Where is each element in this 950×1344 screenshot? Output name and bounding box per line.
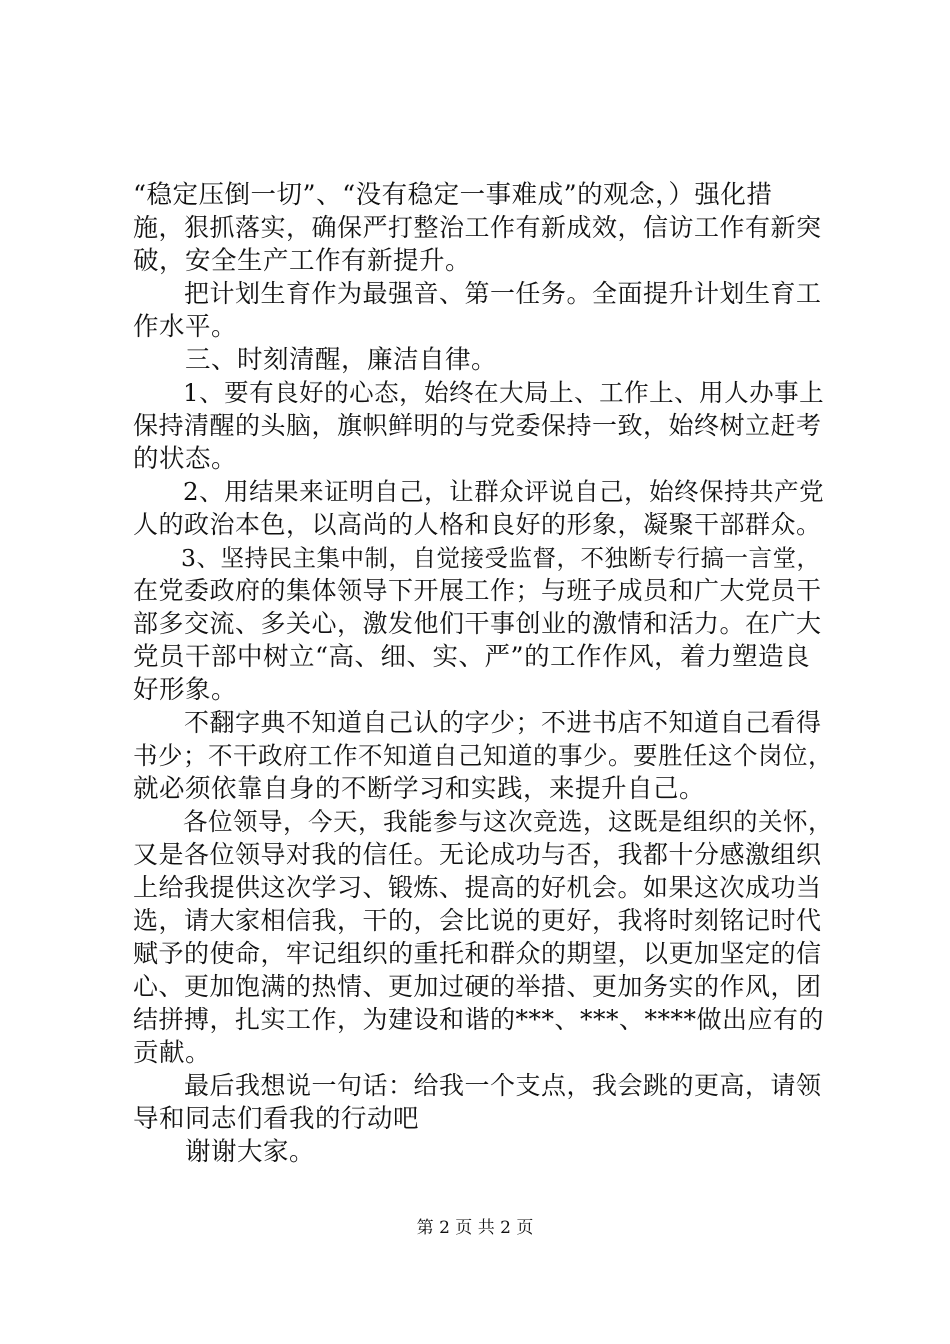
text-line: 在党委政府的集体领导下开展工作；与班子成员和广大党员干 [133, 576, 822, 605]
text-line: 心、更加饱满的热情、更加过硬的举措、更加务实的作风，团 [133, 972, 822, 1001]
text-line: 破，安全生产工作有新提升。 [133, 246, 472, 276]
text-line: 不翻字典不知道自己认的字少；不进书店不知道自己看得 [133, 708, 822, 737]
text-line: 赋予的使命，牢记组织的重托和群众的期望，以更加坚定的信 [133, 939, 822, 968]
text-line: 选，请大家相信我，干的，会比说的更好，我将时刻铭记时代 [133, 906, 822, 935]
text-line: 就必须依靠自身的不断学习和实践，来提升自己。 [133, 774, 706, 804]
text-line: 人的政治本色，以高尚的人格和良好的形象，凝聚干部群众。 [133, 510, 822, 539]
text-line: 结拼搏，扎实工作，为建设和谐的***、***、****做出应有的 [133, 1005, 825, 1034]
text-line: 3、坚持民主集中制，自觉接受监督，不独断专行搞一言堂， [133, 544, 821, 572]
page-number-footer: 第 2 页 共 2 页 [416, 1218, 534, 1238]
text-line: 保持清醒的头脑，旗帜鲜明的与党委保持一致，始终树立赶考 [133, 411, 822, 440]
text-line: 好形象。 [133, 675, 238, 705]
text-line: 作水平。 [133, 312, 238, 342]
text-line: 导和同志们看我的行动吧 [133, 1104, 420, 1134]
text-line: 上给我提供这次学习、锻炼、提高的好机会。如果这次成功当 [133, 873, 822, 902]
text-line: 谢谢大家。 [133, 1137, 316, 1167]
text-line: 最后我想说一句话：给我一个支点，我会跳的更高，请领 [133, 1071, 822, 1100]
text-line: 又是各位领导对我的信任。无论成功与否，我都十分感激组织 [133, 840, 822, 869]
text-line: 施，狠抓落实，确保严打整治工作有新成效，信访工作有新突 [133, 213, 822, 242]
text-line: 部多交流、多关心，激发他们干事创业的激情和活力。在广大 [133, 609, 822, 638]
text-line: 把计划生育作为最强音、第一任务。全面提升计划生育工 [133, 279, 822, 308]
text-line: 党员干部中树立“高、细、实、严”的工作作风，着力塑造良 [133, 642, 811, 672]
text-line: 书少；不干政府工作不知道自己知道的事少。要胜任这个岗位， [133, 741, 833, 770]
text-line: 1、要有良好的心态，始终在大局上、工作上、用人办事上 [133, 378, 825, 407]
text-line: 的状态。 [133, 444, 238, 474]
text-line: 贡献。 [133, 1038, 212, 1068]
text-line: 各位领导，今天，我能参与这次竞选，这既是组织的关怀， [133, 807, 833, 836]
text-line: “稳定压倒一切”、“没有稳定一事难成”的观念，）强化措 [133, 180, 773, 210]
text-line: 2、用结果来证明自己，让群众评说自己，始终保持共产党 [133, 477, 825, 506]
text-line: 三、时刻清醒，廉洁自律。 [133, 345, 498, 375]
